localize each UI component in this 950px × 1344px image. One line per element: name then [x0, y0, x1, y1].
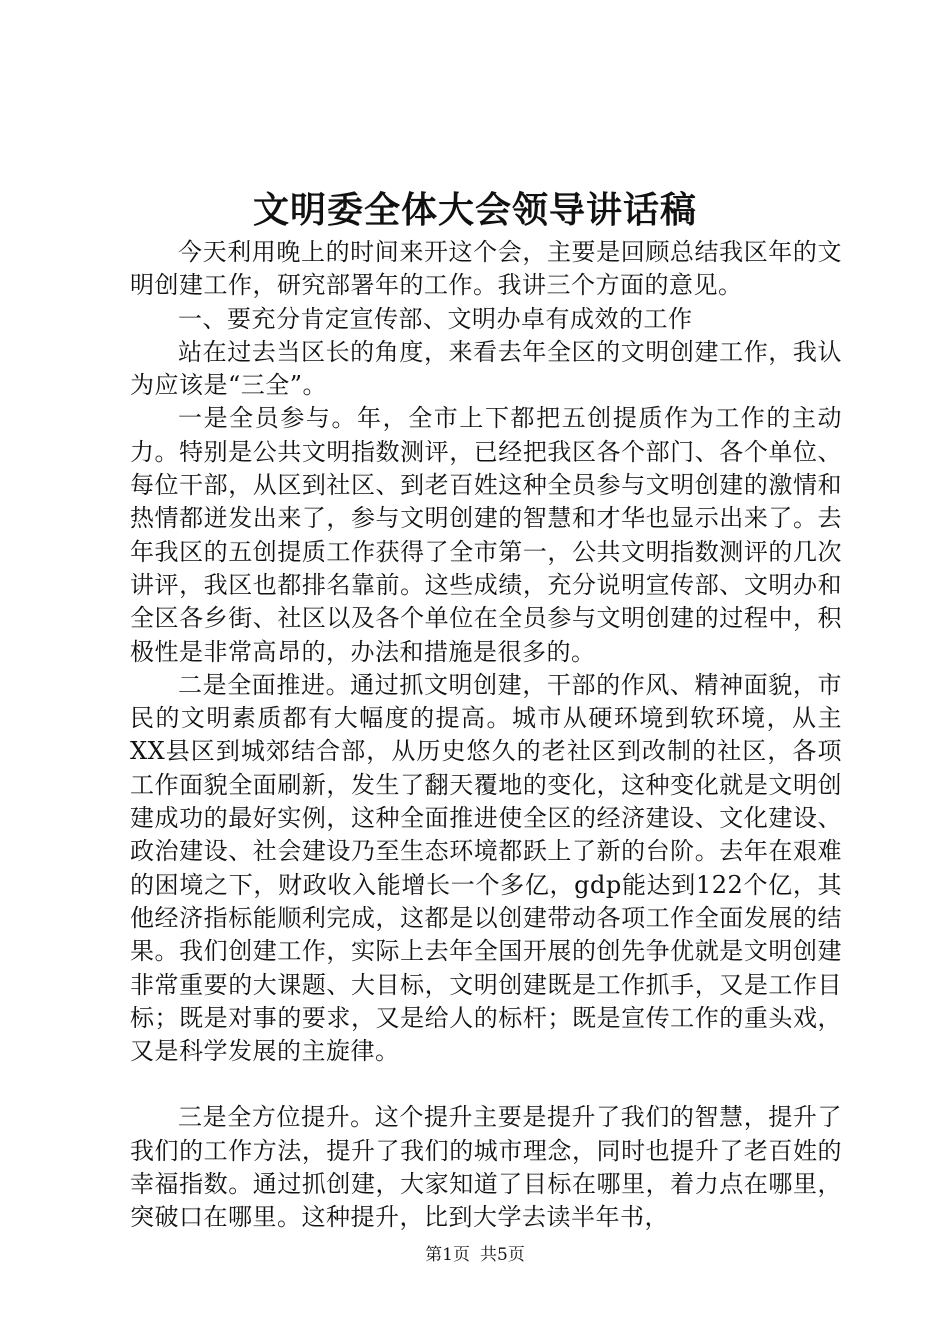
- document-title: 文明委全体大会领导讲话稿: [252, 189, 697, 231]
- paragraph: 今天利用晚上的时间来开这个会，主要是回顾总结我区年的文明创建工作，研究部署年的工作。我讲三个方面的意见。: [130, 238, 842, 300]
- page-footer: [0, 1243, 950, 1267]
- paragraph: 站在过去当区长的角度，来看去年全区的文明创建工作，我认为应该是“三全”。: [130, 337, 842, 400]
- paragraph: 三是全方位提升。这个提升主要是提升了我们的智慧，提升了我们的工作方法，提升了我们的城市理念，同时也提升了老百姓的幸福指数。通过抓创建，大家知道了目标在哪里，着力点在哪里，突破口在哪里。这种提升，比到大学去读半年书，: [130, 1103, 842, 1232]
- paragraph: 二是全面推进。通过抓文明创建，干部的作风、精神面貌，市民的文明素质都有大幅度的提高。城市从硬环境到软环境，从主XX县区到城郊结合部，从历史悠久的老社区到改制的社区，各项工作面貌全面刷新，发生了翻天覆地的变化，这种变化就是文明创建成功的最好实例，这种全面推进使全区的经济建设、文化建设、政治建设、社会建设乃至生态环境都跃上了新的台阶。去年在艰难的困境之下，财政收入能增长一个多亿，gdp能达到122个亿，其他经济指标能顺利完成，这都是以创建带动各项工作全面发展的结果。我们创建工作，实际上去年全国开展的创先争优就是文明创建非常重要的大课题、大目标，文明创建既是工作抓手，又是工作目标；既是对事的要求，又是给人的标杆；既是宣传工作的重头戏，又是科学发展的主旋律。: [130, 670, 842, 1066]
- paragraph: 一是全员参与。年，全市上下都把五创提质作为工作的主动力。特别是公共文明指数测评，已经把我区各个部门、各个单位、每位干部，从区到社区、到老百姓这种全员参与文明创建的激情和热情都迸发出来了，参与文明创建的智慧和才华也显示出来了。去年我区的五创提质工作获得了全市第一，公共文明指数测评的几次讲评，我区也都排名靠前。这些成绩，充分说明宣传部、文明办和全区各乡街、社区以及各个单位在全员参与文明创建的过程中，积极性是非常高昂的，办法和措施是很多的。: [130, 404, 842, 666]
- page-total: 共5页: [480, 1245, 525, 1265]
- section-heading: 一、要充分肯定宣传部、文明办卓有成效的工作: [178, 304, 693, 333]
- document-body: [130, 236, 842, 1235]
- page-number: 第1页: [425, 1245, 470, 1265]
